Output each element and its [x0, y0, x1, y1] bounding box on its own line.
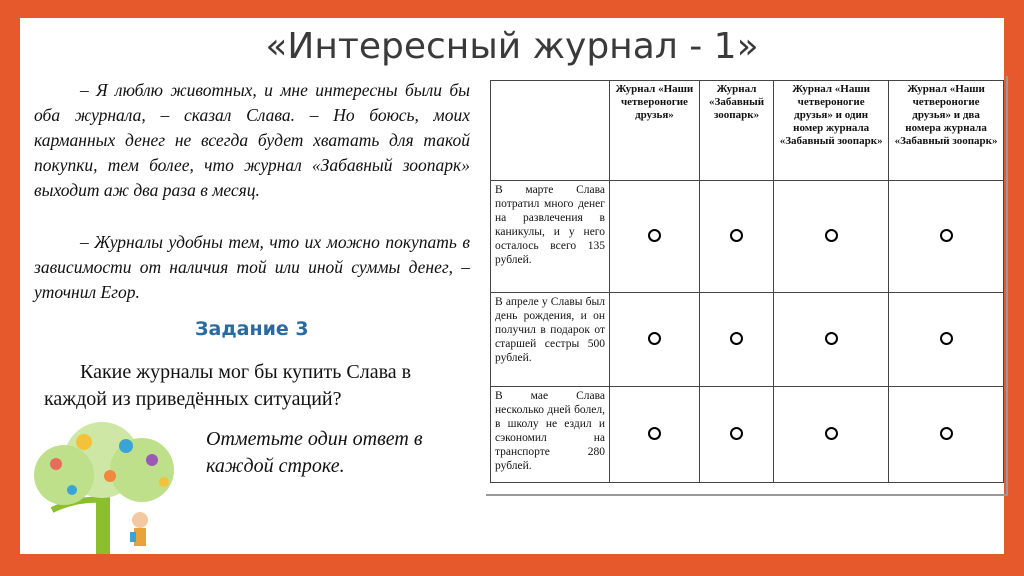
answer-cell: [699, 181, 773, 293]
table-header-col-1: Журнал «Наши четвероногие друзья»: [610, 81, 700, 181]
answer-cell: [610, 387, 700, 483]
radio-option[interactable]: [730, 332, 743, 345]
radio-option[interactable]: [730, 229, 743, 242]
story-paragraph-1: – Я люблю животных, и мне интересны были бы оба журнала, – сказал Слава. – Но боюсь, моих карманных денег не всегда будет хватать для такой покупки, тем более, что журнал «Забавный зоопарк» выходит аж два раза в месяц.: [34, 80, 470, 200]
task-label: Задание 3: [195, 318, 309, 340]
slide: [20, 18, 1004, 554]
situation-cell: В мае Слава несколько дней болел, в школу не ездил и сэкономил на транспорте 280 рублей.: [491, 387, 610, 483]
radio-option[interactable]: [730, 427, 743, 440]
slide-title: «Интересный журнал - 1»: [265, 26, 759, 67]
answer-cell: [889, 181, 1004, 293]
situation-cell: В марте Слава потратил много денег на развлечения в каникулы, и у него осталось всего 135 рублей.: [491, 181, 610, 293]
answer-cell: [699, 387, 773, 483]
answer-cell: [774, 387, 889, 483]
table-header-col-4: Журнал «Наши четвероногие друзья» и два номера журнала «Забавный зоопарк»: [889, 81, 1004, 181]
question-text: Какие журналы мог бы купить Слава в каждой из приведённых ситуаций?: [44, 361, 412, 410]
answer-table-frame: [486, 76, 1008, 496]
table-row: [491, 293, 1004, 387]
radio-option[interactable]: [825, 332, 838, 345]
answer-cell: [774, 181, 889, 293]
story-paragraph-2: – Журналы удобны тем, что их можно покупать в зависимости от наличия той или иной суммы денег, – уточнил Егор.: [34, 232, 470, 302]
answer-cell: [774, 293, 889, 387]
table-header-col-2: Журнал «Забавный зоопарк»: [699, 81, 773, 181]
table-header-empty: [491, 81, 610, 181]
radio-option[interactable]: [825, 229, 838, 242]
radio-option[interactable]: [825, 427, 838, 440]
answer-cell: [610, 293, 700, 387]
table-row: [491, 181, 1004, 293]
answer-cell: [889, 293, 1004, 387]
tree-illustration-icon: [22, 420, 184, 554]
radio-option[interactable]: [940, 229, 953, 242]
instruction-text: Отметьте один ответ в каждой строке.: [206, 428, 423, 477]
table-header-row: [491, 81, 1004, 181]
table-row: [491, 387, 1004, 483]
radio-option[interactable]: [648, 427, 661, 440]
radio-option[interactable]: [940, 332, 953, 345]
answer-cell: [610, 181, 700, 293]
answer-cell: [699, 293, 773, 387]
radio-option[interactable]: [648, 229, 661, 242]
radio-option[interactable]: [648, 332, 661, 345]
radio-option[interactable]: [940, 427, 953, 440]
answer-cell: [889, 387, 1004, 483]
situation-cell: В апреле у Славы был день рождения, и он получил в подарок от старшей сестры 500 рублей.: [491, 293, 610, 387]
table-header-col-3: Журнал «Наши четвероногие друзья» и один номер журнала «Забавный зоопарк»: [774, 81, 889, 181]
answer-table: [490, 80, 1004, 483]
